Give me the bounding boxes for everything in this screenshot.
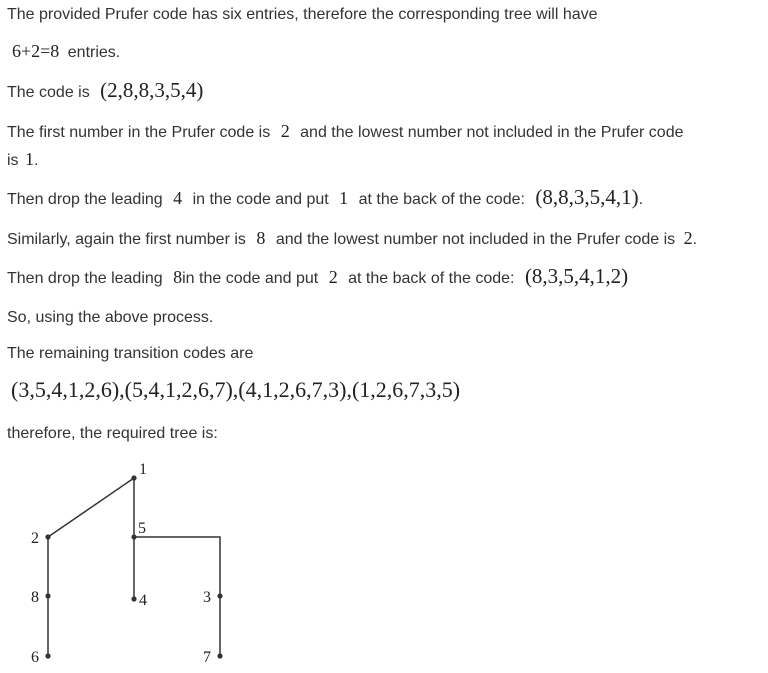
paragraph-1-line-2 <box>7 41 120 63</box>
code-step-2: (8,3,5,4,1,2) <box>524 264 629 288</box>
node-4 <box>131 596 136 601</box>
appended-number-2: 2 <box>328 267 338 287</box>
paragraph-10 <box>7 424 218 444</box>
paragraph-5-text-a: Similarly, again the first number is <box>7 231 246 248</box>
node-1 <box>131 475 136 480</box>
required-tree-text: therefore, the required tree is: <box>7 425 218 442</box>
node-2 <box>45 534 50 539</box>
edge-1-2 <box>48 478 134 537</box>
paragraph-4-period: . <box>638 191 644 208</box>
node-7 <box>217 653 222 658</box>
paragraph-2 <box>7 80 203 103</box>
paragraph-4-text-c: at the back of the code: <box>358 191 525 208</box>
node-label-8: 8 <box>31 589 39 606</box>
paragraph-8 <box>7 344 253 364</box>
node-5 <box>131 534 136 539</box>
remaining-codes-text: The remaining transition codes are <box>7 345 254 362</box>
sum-expression: 6+2=8 <box>12 41 60 61</box>
paragraph-3-period: . <box>34 152 39 169</box>
lowest-number-2: 2 <box>683 228 693 248</box>
paragraph-6-text-c: at the back of the code: <box>348 270 515 287</box>
paragraph-3-text-b: and the lowest number not included in the Prufer code <box>300 124 684 141</box>
node-label-6: 6 <box>31 649 39 666</box>
lowest-number: 1 <box>25 149 35 169</box>
edge-5-3 <box>134 537 220 596</box>
paragraph-6 <box>7 266 628 289</box>
first-number: 2 <box>280 121 290 141</box>
paragraph-5-text-b: and the lowest number not included in the Prufer code is <box>275 231 676 248</box>
node-label-5: 5 <box>138 520 146 537</box>
first-number-2: 8 <box>256 228 266 248</box>
node-label-2: 2 <box>31 530 39 547</box>
code-is-text: The code is <box>7 84 90 101</box>
paragraph-1-text: The provided Prufer code has six entries, therefore the corresponding tree will have <box>7 6 598 23</box>
node-label-3: 3 <box>203 589 211 606</box>
node-label-4: 4 <box>139 592 147 609</box>
paragraph-3-text-a: The first number in the Prufer code is <box>7 124 271 141</box>
paragraph-4 <box>7 187 643 210</box>
paragraph-4-text-b: in the code and put <box>192 191 329 208</box>
paragraph-7 <box>7 308 213 328</box>
paragraph-5 <box>7 228 697 250</box>
paragraph-1-line-1 <box>7 5 598 25</box>
remaining-codes: (3,5,4,1,2,6),(5,4,1,2,6,7),(4,1,2,6,7,3),(1,2,6,7,3,5) <box>11 377 461 402</box>
node-8 <box>45 593 50 598</box>
entries-text: entries. <box>67 44 121 61</box>
paragraph-9 <box>7 377 461 403</box>
process-text: So, using the above process. <box>7 309 214 326</box>
node-label-1: 1 <box>139 461 147 478</box>
dropped-number-2: 8 <box>173 267 183 287</box>
paragraph-5-period: . <box>692 231 698 248</box>
paragraph-3-line-2 <box>7 149 38 171</box>
paragraph-6-text-a: Then drop the leading <box>7 270 163 287</box>
paragraph-3-text-c: is <box>7 152 19 169</box>
code-step-1: (8,8,3,5,4,1) <box>535 185 639 209</box>
node-3 <box>217 593 222 598</box>
paragraph-4-text-a: Then drop the leading <box>7 191 163 208</box>
node-label-7: 7 <box>203 649 211 666</box>
paragraph-3-line-1 <box>7 121 684 143</box>
paragraph-6-text-b: in the code and put <box>182 270 319 287</box>
initial-code: (2,8,8,3,5,4) <box>100 78 204 102</box>
node-6 <box>45 653 50 658</box>
appended-number: 1 <box>339 188 349 208</box>
dropped-number: 4 <box>173 188 183 208</box>
